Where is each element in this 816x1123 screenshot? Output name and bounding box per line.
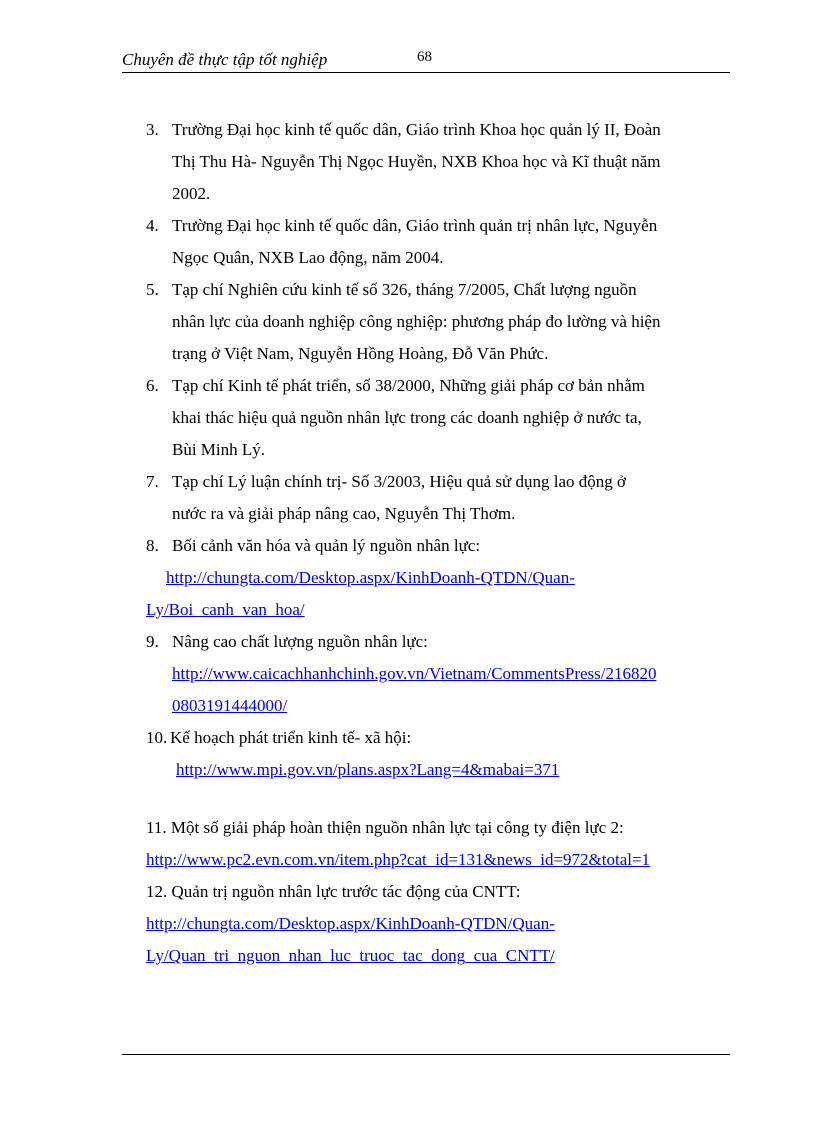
reference-link[interactable]: http://chungta.com/Desktop.aspx/KinhDoanh-QTDN/Quan- <box>146 914 555 933</box>
reference-text-line: Trường Đại học kinh tế quốc dân, Giáo trình quản trị nhân lực, Nguyễn <box>172 216 658 235</box>
reference-text-line: 2002. <box>172 184 211 203</box>
reference-link[interactable]: Ly/Boi_canh_van_hoa/ <box>146 600 305 619</box>
reference-title: Nâng cao chất lượng nguồn nhân lực: <box>172 632 428 651</box>
footer-divider <box>122 1054 730 1055</box>
reference-item-9 <box>146 626 728 722</box>
reference-number: 6. <box>146 376 159 395</box>
page-number: 68 <box>417 49 432 65</box>
reference-link[interactable]: http://www.mpi.gov.vn/plans.aspx?Lang=4&mabai=371 <box>176 760 560 779</box>
reference-number: 12. <box>146 882 168 901</box>
reference-text-line: Trường Đại học kinh tế quốc dân, Giáo trình Khoa học quản lý II, Đoàn <box>172 120 661 139</box>
reference-item-8 <box>146 530 728 626</box>
references-list <box>146 114 728 972</box>
reference-link[interactable]: http://www.pc2.evn.com.vn/item.php?cat_id=131&news_id=972&total=1 <box>146 850 651 869</box>
reference-number: 7. <box>146 472 159 491</box>
reference-link[interactable]: http://www.caicachhanhchinh.gov.vn/Vietnam/CommentsPress/216820 <box>172 664 657 683</box>
spacer <box>146 786 728 812</box>
reference-number: 8. <box>146 536 159 555</box>
reference-text-line: nước ra và giải pháp nâng cao, Nguyễn Thị Thơm. <box>172 504 516 523</box>
page-header <box>122 48 730 73</box>
reference-text-line: Bùi Minh Lý. <box>172 440 266 459</box>
reference-title: Một số giải pháp hoàn thiện nguồn nhân lực tại công ty điện lực 2: <box>170 818 624 837</box>
reference-text-line: Ngọc Quân, NXB Lao động, năm 2004. <box>172 248 444 267</box>
reference-link[interactable]: 0803191444000/ <box>172 696 288 715</box>
reference-number: 4. <box>146 216 159 235</box>
reference-text-line: Thị Thu Hà- Nguyễn Thị Ngọc Huyền, NXB Khoa học và Kĩ thuật năm <box>172 152 661 171</box>
reference-item-5 <box>146 274 728 370</box>
reference-title: Quản trị nguồn nhân lực trước tác động của CNTT: <box>171 882 521 901</box>
reference-text-line: trạng ở Việt Nam, Nguyễn Hồng Hoàng, Đỗ Văn Phức. <box>172 344 549 363</box>
reference-item-12 <box>146 876 728 972</box>
reference-text-line: khai thác hiệu quả nguồn nhân lực trong các doanh nghiệp ở nước ta, <box>172 408 642 427</box>
reference-text-line: nhân lực của doanh nghiệp công nghiệp: phương pháp đo lường và hiện <box>172 312 661 331</box>
reference-item-11 <box>146 812 728 876</box>
reference-text-line: Tạp chí Nghiên cứu kinh tế số 326, tháng 7/2005, Chất lượng nguồn <box>172 280 637 299</box>
reference-link[interactable]: Ly/Quan_tri_nguon_nhan_luc_truoc_tac_dong_cua_CNTT/ <box>146 946 555 965</box>
reference-number: 10. <box>146 728 168 747</box>
reference-number: 11. <box>146 818 167 837</box>
reference-link[interactable]: http://chungta.com/Desktop.aspx/KinhDoanh-QTDN/Quan- <box>166 568 575 587</box>
reference-title: Kế hoạch phát triển kinh tế- xã hội: <box>170 728 412 747</box>
reference-number: 3. <box>146 120 159 139</box>
header-title: Chuyên đề thực tập tốt nghiệp <box>122 50 328 69</box>
reference-number: 9. <box>146 632 159 651</box>
reference-number: 5. <box>146 280 159 299</box>
reference-item-3 <box>146 114 728 210</box>
reference-item-6 <box>146 370 728 466</box>
reference-item-4 <box>146 210 728 274</box>
reference-item-7 <box>146 466 728 530</box>
reference-item-10 <box>146 722 728 786</box>
reference-text-line: Tạp chí Lý luận chính trị- Số 3/2003, Hiệu quả sử dụng lao động ở <box>172 472 626 491</box>
reference-title: Bối cảnh văn hóa và quản lý nguồn nhân lực: <box>172 536 481 555</box>
reference-text-line: Tạp chí Kinh tế phát triển, số 38/2000, Những giải pháp cơ bản nhằm <box>172 376 645 395</box>
